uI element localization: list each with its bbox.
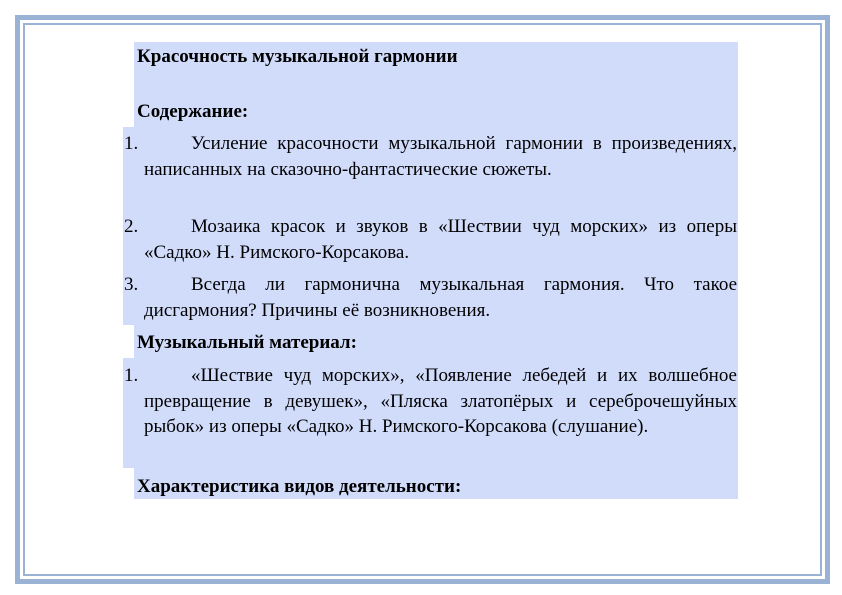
list-item-number: 2. [124, 216, 139, 237]
list-item-text: Усиление красочности музыкальной гармонии в произведениях, написанных на сказочно-фантастические сюжеты. [144, 133, 737, 180]
slide-title: Красочность музыкальной гармонии [137, 46, 458, 67]
list-item [124, 214, 737, 265]
list-item-text: Мозаика красок и звуков в «Шествии чуд морских» из оперы «Садко» Н. Римского-Корсакова. [144, 216, 737, 263]
list-item-text: «Шествие чуд морских», «Появление лебедей и их волшебное превращение в девушек», «Пляска златопёрых и сереброчешуйных рыбок» из оперы «Садко» Н. Римского-Корсакова (слушание). [144, 365, 737, 437]
section-heading-content: Содержание: [137, 101, 249, 122]
list-item [124, 272, 737, 323]
list-item-number: 3. [124, 274, 139, 295]
list-item-text: Всегда ли гармонична музыкальная гармония. Что такое дисгармония? Причины её возникновения. [144, 274, 737, 321]
list-item-number: 1. [124, 133, 139, 154]
list-item [124, 363, 737, 440]
list-item-number: 1. [124, 365, 139, 386]
section-heading-activities: Характеристика видов деятельности: [137, 476, 462, 497]
section-heading-material: Музыкальный материал: [137, 332, 357, 353]
list-item [124, 131, 737, 182]
